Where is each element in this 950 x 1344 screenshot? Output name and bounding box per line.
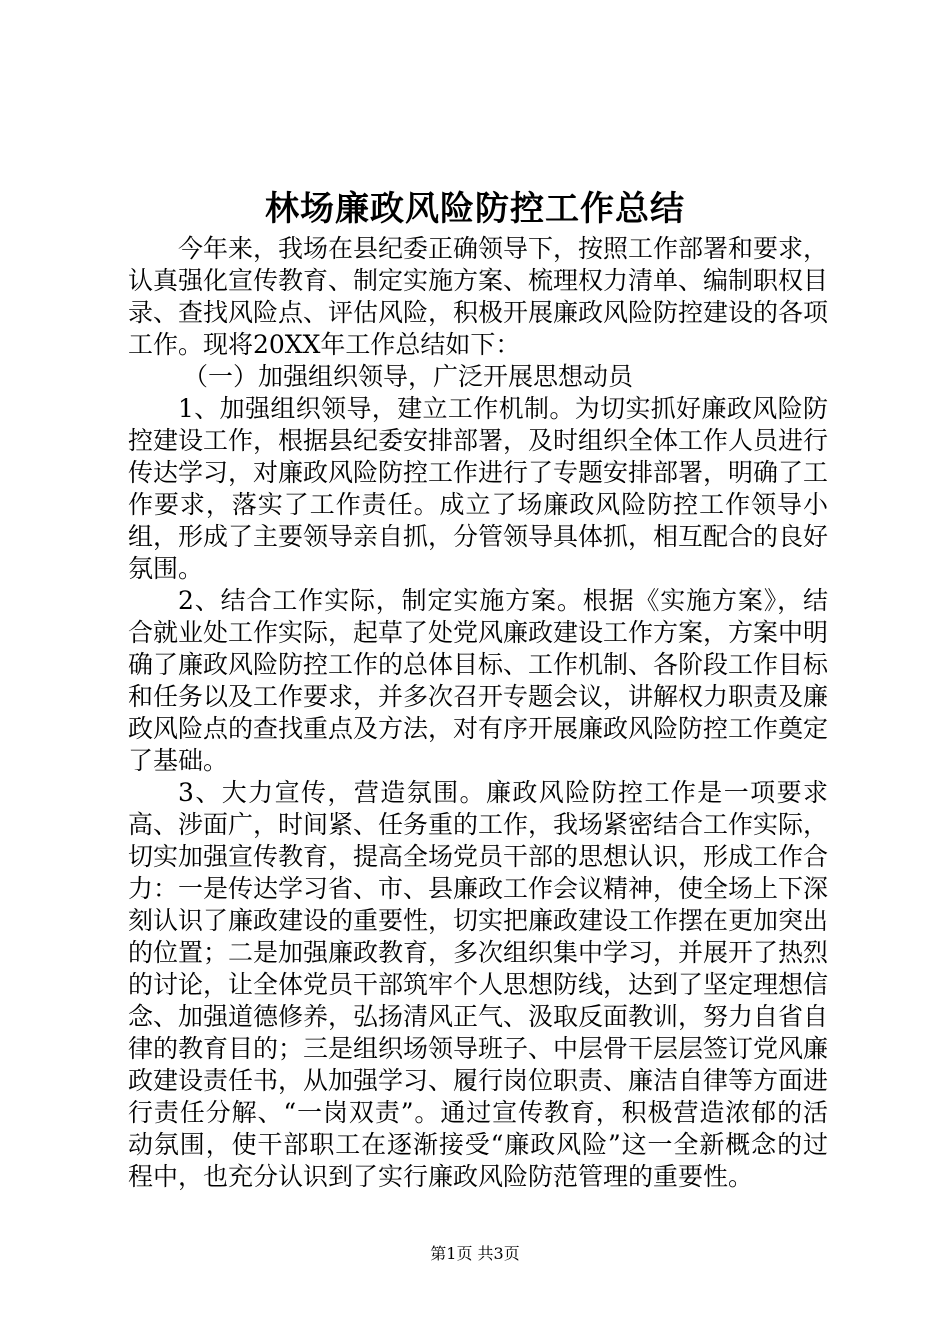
intro-paragraph: 今年来，我场在县纪委正确领导下，按照工作部署和要求，认真强化宣传教育、制定实施方案、梳理权力清单、编制职权目录、查找风险点、评估风险，积极开展廉政风险防控建设的各项工作。现将20XX年工作总结如下： [128, 234, 829, 359]
document-title: 林场廉政风险防控工作总结 [265, 189, 685, 229]
body-paragraph-2: 2、结合工作实际，制定实施方案。根据《实施方案》，结合就业处工作实际，起草了处党风廉政建设工作方案，方案中明确了廉政风险防控工作的总体目标、工作机制、各阶段工作目标和任务以及工作要求，并多次召开专题会议，讲解权力职责及廉政风险点的查找重点及方法，对有序开展廉政风险防控工作奠定了基础。 [128, 586, 829, 775]
document-body [128, 233, 828, 1193]
page-footer: 第1页 共3页 [430, 1244, 520, 1263]
body-paragraph-1: 1、加强组织领导，建立工作机制。为切实抓好廉政风险防控建设工作，根据县纪委安排部署，及时组织全体工作人员进行传达学习，对廉政风险防控工作进行了专题安排部署，明确了工作要求，落实了工作责任。成立了场廉政风险防控工作领导小组，形成了主要领导亲自抓，分管领导具体抓，相互配合的良好氛围。 [128, 394, 829, 583]
body-paragraph-3: 3、大力宣传，营造氛围。廉政风险防控工作是一项要求高、涉面广，时间紧、任务重的工作，我场紧密结合工作实际，切实加强宣传教育，提高全场党员干部的思想认识，形成工作合力：一是传达学习省、市、县廉政工作会议精神，使全场上下深刻认识了廉政建设的重要性，切实把廉政建设工作摆在更加突出的位置；二是加强廉政教育，多次组织集中学习，并展开了热烈的讨论，让全体党员干部筑牢个人思想防线，达到了坚定理想信念、加强道德修养，弘扬清风正气、汲取反面教训，努力自省自律的教育目的；三是组织场领导班子、中层骨干层层签订党风廉政建设责任书，从加强学习、履行岗位职责、廉洁自律等方面进行责任分解、“一岗双责”。通过宣传教育，积极营造浓郁的活动氛围，使干部职工在逐渐接受“廉政风险”这一全新概念的过程中，也充分认识到了实行廉政风险防范管理的重要性。 [128, 778, 829, 1191]
section-heading: （一）加强组织领导，广泛开展思想动员 [183, 362, 634, 391]
